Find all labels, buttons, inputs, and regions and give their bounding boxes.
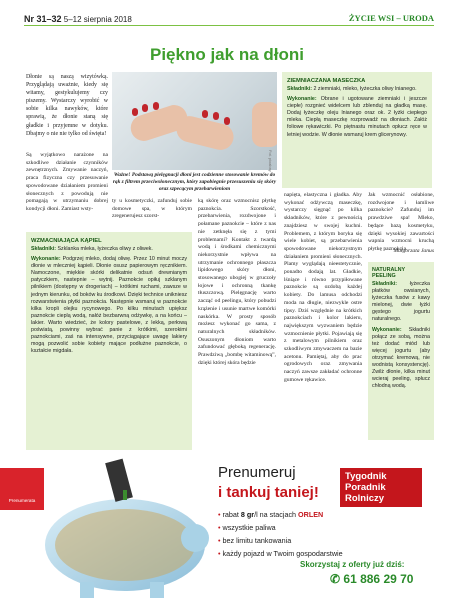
article-lead: Dłonie są naszą wizytówką. Przyglądają uważnie, kiedy się witamy, gestykulujemy czy piszemy. Wystarczy wyrobić w sobie kilka nawyków, które sprawią, że dłonie staną się gładkie i przyjemne w dotyku. Dbajmy o nie nie tylko od święta!	[26, 74, 108, 137]
article-body-col4: Jak wzmocnić osłabione, rozdwojone i łamliwe paznokcie? Zafunduj im prawdziwe spa! Mleko, będące bazą kosmetyku, dzięki wysokiej zawartości wapnia wzmocni kruchą płytkę paznokcia.	[368, 192, 434, 252]
article-body-col2-top: ty u kosmetyczki, zafunduj sobie domowe spa, w którym zregenerujesz szorst-	[112, 198, 192, 220]
recipe-box-bath	[26, 232, 192, 450]
ingredients-label: Składniki:	[287, 86, 313, 92]
header-divider	[24, 25, 434, 26]
benefit-item: • bez limitu tankowania	[218, 534, 343, 547]
ad-benefits-list	[218, 508, 343, 560]
ad-headline: Prenumeruj	[218, 464, 296, 481]
photo-credit: Fot. pixabay	[268, 150, 273, 172]
method-text: Podgrzej mleko, dodaj oliwę. Przez 10 minut moczy dłonie w mleczniej kąpieli. Dłonie osusz papierowym ręcznikiem. Namoczone, miękkie skórki delikatnie odsuń drewnianym patyczkiem, nastepnie – wytnij. Paznokcie opiłuj szklanym pilnikiem (dostępny w drogeriach) – krótkimi ruchami, zawsze w jednym kierunku, od boków ku środkowi. Dzięki technice unikniesz rozwarstwienia płytki paznokcia. Następnie wsmaruj w paznokcie kilka kropli olejku rycynowego. Po kilku minutach upiększ paznokcie cieplą wodą, nałóż bezbarwną odżywkę, a na końcu – lakier. Warto wiedzieć, że kolory pastelowe, z lekką, perłową poświatą, powinny wybrać panie z krótkimi, szerokimi paznokciami, zaś na intensywne, przyciągające uwagę lakiery mogą pozwolić sobie kobiety mające podłużne paznokcie, o kształcie migdała.	[31, 256, 187, 355]
article-body-col3: napięta, elastyczna i gładka. Aby wykonać odżywczą maseczkę, wystarczy sięgnąć po kilka składników, które z pewnością znajdziesz w swojej kuchni. Problemem, z którym boryka się wiele kobiet, są przebarwienia spowodowane niekorzystnym działaniem promieni słonecznych. Plamy wyglądają nieestetycznie, ponadto dodają lat. Gładkie, lśniące i równo przypiłowane paznokcie są ozdobą każdej kobiety. Do lamusa odchodzi moda na długie, niezwykle ostre tipsy. Dziś względnie na krótkich paznokciach i kolor lakieru, największym wyzwaniem będzie wzmocnienie płytki. Pojawiają się z metalowym pilnikiem oraz szkodliwym zmywaczem na bazie acetonu. Pamiętaj, aby do prac ogrodowych oraz zmywania naczyń zawsze zakładać ochronne gumowe rękawice.	[284, 192, 362, 383]
issue-date: 5–12 sierpnia 2018	[63, 15, 132, 24]
recipe-title: WZMACNIAJĄCA KĄPIEL	[31, 238, 102, 244]
article-title: Piękno jak na dłoni	[150, 45, 304, 64]
ingredients-text: 2 ziemniaki, mleko, łyżeczka oliwy lnianego.	[313, 86, 417, 92]
ingredients-label: Składniki:	[31, 246, 57, 252]
recipe-title: NATURALNY PEELING	[372, 267, 406, 279]
recipe-box-mask	[282, 72, 432, 188]
author-signature: Małgorzata Janus	[393, 248, 434, 254]
recipe-box-peeling	[368, 262, 434, 440]
issue-header	[24, 14, 132, 24]
method-label: Wykonanie:	[287, 96, 317, 103]
ingredients-text: łyżeczka płatków owsianych, łyżeczka fusów z kawy mielonej, dwie łyżki gęstego jogurtu naturalnego.	[372, 281, 430, 323]
section-title: ŻYCIE WSI – URODA	[348, 13, 434, 23]
photo-caption: Ważne! Podstawą pielęgnacji dłoni jest codzienne stosowanie kremów do rąk z filtrem przeciwsłonecznym, który zapobiegnie przesuszeniu się skóry oraz szpecącym przebarwieniom	[112, 172, 277, 192]
method-text: Składniki połącz ze sobą, można też dodać miód lub więcej jogurtu (aby otrzymać kremową, nie wodnistą konsystencję). Zwilż dłonie, kilka minut wcieraj peeling, spłucz chłodną wodą.	[372, 326, 430, 390]
kpl-logo: Prenumerata	[0, 468, 44, 510]
phone-icon: ✆	[330, 572, 341, 586]
ingredients-text: Szklanka mleka, łyżeczka oliwy z oliwek.	[57, 246, 153, 252]
benefit-item: • wszystkie paliwa	[218, 521, 343, 534]
article-body-col1: Są wyjątkowo narażone na szkodliwe działanie czynników zewnętrznych. Zmywanie naczyń, praca fizyczna czy przesuwanie spowodowane działaniem promieni słonecznych z powodują nie pomagają w utrzymaniu dobrej kondycji dłoni. Zamiast wsty-	[26, 152, 108, 212]
method-text: Obrane i ugotowane ziemniaki i jeszcze ciepłe) rozgnieć widelcem lub zblenduj na gładką masę. Dodaj łyżeczkę oleju lnianego oraz ok. 2 łyżki ciepłego mleka. Ciepłą maseczkę rozprowadź na dłoniach. Załóż foliowe rękawiczki. Po piętnastu minutach opłucz ręce w letniej wodzie. W dłonie wsmaruj krem glicerynowy.	[287, 96, 427, 138]
benefit-item: • rabat 8 gr/l na stacjach ORLEN	[218, 508, 343, 521]
ingredients-label: Składniki:	[372, 281, 398, 287]
tpr-logo: Tygodnik Poradnik Rolniczy	[340, 468, 422, 507]
offer-label: Skorzystaj z oferty już dziś:	[300, 560, 405, 569]
issue-number: Nr 31–32	[24, 14, 62, 24]
method-label: Wykonanie:	[31, 256, 61, 263]
article-body-col2: ką skórę oraz wzmocnisz płytkę paznokcia. Szorstkość, przebarwienia, rozdwojone i połamane paznokcie – które z nas nie zetknęła się z tymi problemami? Kontakt z twardą wodą i środkami chemicznymi niekorzystnie wpływa na utrzymanie ochronnego płaszcza lipidowego skóry dłoni, stosowanego ubogiej w gruczoły łojowe i ochronną tkankę tłuszczową. Pielęgnację warto zacząć od peelingu, który pobudzi krążenie i usunie martwe komórki naskórka. W prosty sposób możesz wykonać go sama, z naturalnych składników. Osuszonym dłoniom warto zafundować głęboką regenerację. Prawdziwą „bombę witaminową”, dzięki której skóra będzie	[198, 198, 276, 366]
method-label: Wykonanie:	[372, 326, 402, 333]
hands-photo	[112, 72, 277, 170]
ad-subheadline: i tankuj taniej!	[218, 484, 319, 501]
phone-number[interactable]: ✆ 61 886 29 70	[330, 572, 414, 586]
benefit-item: • każdy pojazd w Twoim gospodarstwie	[218, 547, 343, 560]
recipe-title: ZIEMNIACZANA MASECZKA	[287, 78, 366, 84]
